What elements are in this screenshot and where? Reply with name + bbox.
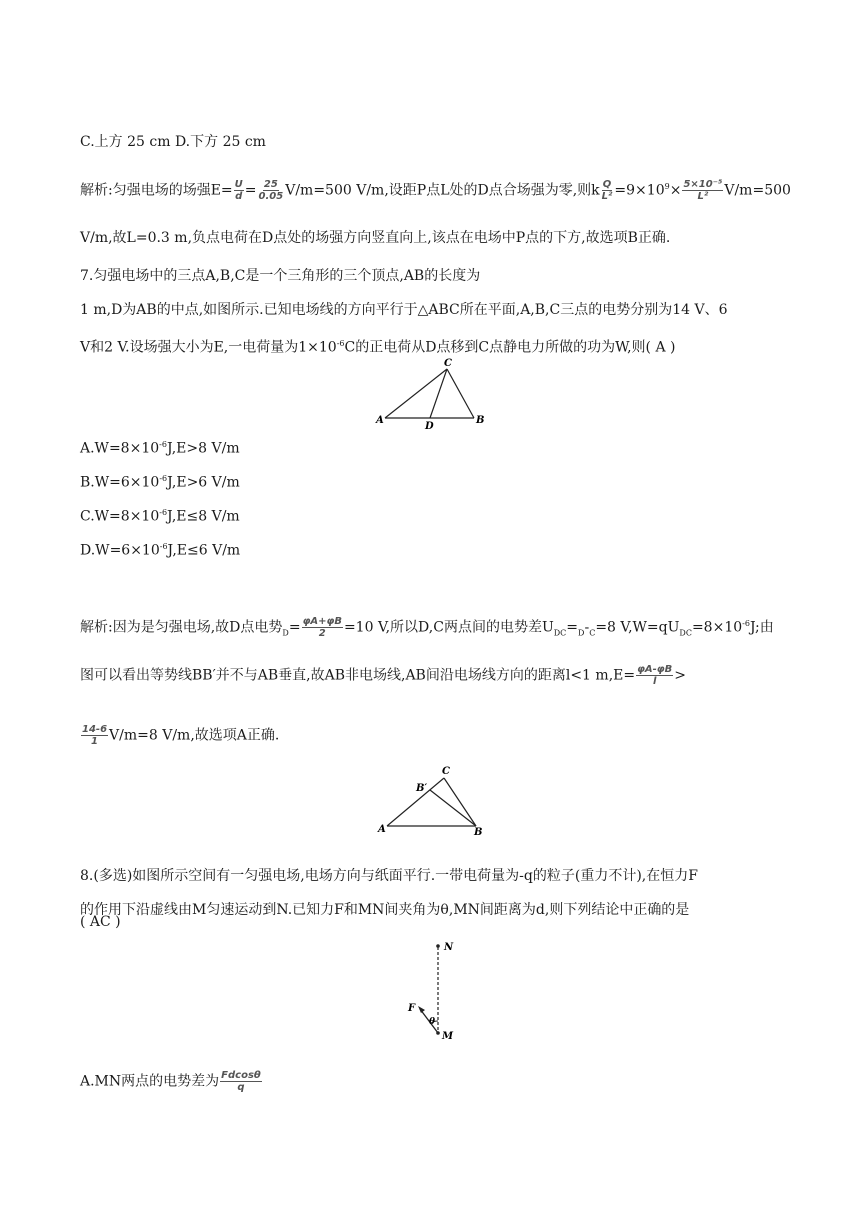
fraction-25-005: $\frac{25}{0.05}$: [258, 179, 284, 203]
fraction-5e-5-l2: $\frac{\text{5×10⁻⁵}}{\text{L²}}$: [683, 179, 723, 203]
q7-line1: 7.匀强电场中的三点A,B,C是一个三角形的三个顶点,AB的长度为: [80, 268, 481, 284]
label2-a: A: [378, 824, 386, 835]
q8-line3: ( AC ): [80, 914, 121, 930]
fraction-u-d: $\frac{U}{d}$: [234, 179, 243, 203]
fraction-phi-diff: $\frac{\varphi A-\varphi B}{l}$: [637, 664, 673, 687]
fraction-14-6: $\frac{14-6}{1}$: [82, 724, 108, 747]
label-theta: θ: [429, 1017, 436, 1027]
options-c-d: C.上方 25 cm D.下方 25 cm: [80, 134, 266, 150]
label2-b: B: [474, 827, 483, 838]
triangle-bbprime-figure: [370, 760, 495, 838]
q8-option-a: A.MN两点的电势差为 $\frac{Fdcos\theta}{q}$: [80, 1070, 261, 1093]
fraction-q-l2: $\frac{Q}{\text{L²}}$: [601, 179, 613, 203]
q8-line1: 8.(多选)如图所示空间有一匀强电场,电场方向与纸面平行.一带电荷量为-q的粒子(重力不计),在恒力F: [80, 868, 698, 884]
analysis-prefix: 解析:匀强电场的场强E=: [80, 182, 233, 199]
label-f: F: [408, 1003, 416, 1014]
q7-option-d: $D.W=6\times 10^{-6}J,E\le 6$ V/m: [80, 542, 241, 559]
fraction-phi-sum: $\frac{\varphi A+\varphi B}{2}$: [302, 616, 342, 640]
q7-analysis-line3: $\frac{14-6}{1}$ V/m=8 V/m,故选项A正确.: [82, 724, 280, 747]
q7-option-c: $C.W=8\times 10^{-6}J,E\le 8$ V/m: [80, 508, 240, 525]
fraction-fdcos-q: $\frac{Fdcos\theta}{q}$: [221, 1070, 261, 1093]
triangle-abc-figure: [370, 352, 495, 432]
label-d: D: [425, 421, 434, 432]
q7-analysis-line1: 解析:因为是匀强电场,故D点电势$_D$= $\frac{\varphi A+\varphi B}{2}$ =10 V,所以D,C两点间的电势差$U_{DC}=_D-_C=8$ $V,W=qU_{DC}=8\times 10^{-6}J$;由: [80, 616, 774, 640]
q7-line2: 1 m,D为AB的中点,如图所示.已知电场线的方向平行于△ABC所在平面,A,B,C三点的电势分别为14 V、6: [80, 302, 728, 318]
force-mn-figure: [400, 935, 470, 1045]
label-c: C: [444, 358, 452, 369]
q7-option-b: $B.W=6\times 10^{-6}J,E>6$ V/m: [80, 474, 240, 491]
q7-analysis-line2: 图可以看出等势线BB′并不与AB垂直,故AB非电场线,AB间沿电场线方向的距离l<1 m,E= $\frac{\varphi A-\varphi B}{l}$ >: [80, 664, 686, 687]
label-n: N: [444, 942, 454, 953]
label-b: B: [476, 415, 485, 426]
label-a: A: [376, 415, 384, 426]
q7-line3: V和2 V.设场强大小为E,一电荷量为$1\times 10^{-6}C$的正电荷从D点移到C点静电力所做的功为W,则( A ): [80, 339, 676, 356]
analysis-q6-line1: 解析:匀强电场的场强E= $\frac{U}{d}$ = $\frac{25}{0.05}$ V/m=500 V/m,设距P点L处的D点合场强为零,则k $\frac{Q}{\text{L²}}$ $=9\times 10^9\times$ $\frac{\text{5×10⁻⁵}}{\text{L²}}$ V/m=500: [80, 179, 791, 203]
label-m: M: [442, 1031, 454, 1042]
q7-option-a: $A.W=8\times 10^{-6}J,E>8$ V/m: [80, 440, 240, 457]
label2-c: C: [442, 766, 450, 777]
label2-bprime: B′: [416, 783, 428, 794]
q8-line2: 的作用下沿虚线由M匀速运动到N.已知力F和MN间夹角为θ,MN间距离为d,则下列结论中正确的是: [80, 902, 690, 918]
analysis-q6-line2: V/m,故L=0.3 m,负点电荷在D点处的场强方向竖直向上,该点在电场中P点的下方,故选项B正确.: [80, 230, 671, 246]
